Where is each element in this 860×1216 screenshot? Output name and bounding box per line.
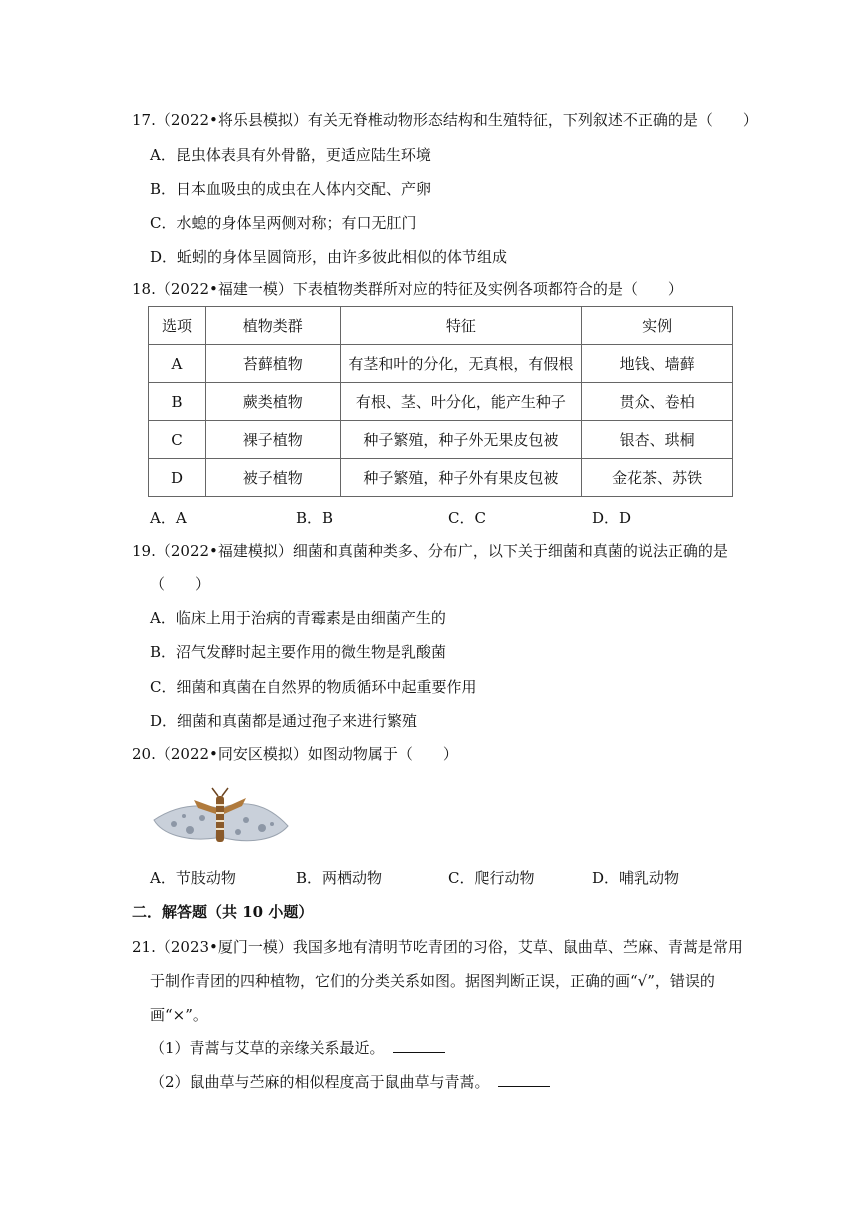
table-cell: 蕨类植物 (205, 383, 340, 421)
table-header-cell: 植物类群 (205, 307, 340, 345)
table-cell: 种子繁殖，种子外有果皮包被 (340, 459, 582, 497)
q20-stem: 20.（2022•同安区模拟）如图动物属于（ ） (132, 745, 458, 763)
table-cell: 有茎和叶的分化，无真根，有假根 (340, 345, 582, 383)
table-cell: 有根、茎、叶分化，能产生种子 (340, 383, 582, 421)
q21-stem-line3: 画“×”。 (150, 1006, 208, 1024)
q18-choice-a: A．A (150, 509, 187, 527)
table-row (149, 345, 733, 383)
table-cell: 被子植物 (205, 459, 340, 497)
q17-option-c: C．水螅的身体呈两侧对称；有口无肛门 (150, 214, 417, 232)
moth-body (216, 796, 224, 842)
answer-blank[interactable] (393, 1038, 445, 1053)
table-cell: 贯众、卷柏 (582, 383, 733, 421)
q18-choice-b: B．B (296, 509, 334, 527)
table-cell: 种子繁殖，种子外无果皮包被 (340, 421, 582, 459)
q19-option-a: A．临床上用于治病的青霉素是由细菌产生的 (150, 609, 446, 627)
q20-choice-a: A．节肢动物 (150, 869, 236, 887)
q17-option-b: B．日本血吸虫的成虫在人体内交配、产卵 (150, 180, 432, 198)
table-cell: C (149, 421, 206, 459)
table-cell: 苔藓植物 (205, 345, 340, 383)
table-cell: 地钱、墙藓 (582, 345, 733, 383)
q20-choice-b: B．两栖动物 (296, 869, 383, 887)
q19-stem-paren: （ ） (150, 575, 211, 593)
q17-stem: 17.（2022•将乐县模拟）有关无脊椎动物形态结构和生殖特征，下列叙述不正确的是（ ） (132, 111, 758, 129)
answer-blank[interactable] (498, 1072, 550, 1087)
table-cell: D (149, 459, 206, 497)
table-cell: 金花茶、苏铁 (582, 459, 733, 497)
table-header-cell: 特征 (340, 307, 582, 345)
table-cell: 银杏、珙桐 (582, 421, 733, 459)
q21-stem-line1: 21.（2023•厦门一模）我国多地有清明节吃青团的习俗，艾草、鼠曲草、苎麻、青蒿是常用 (132, 938, 743, 956)
q21-item-2-text: （2）鼠曲草与苎麻的相似程度高于鼠曲草与青蒿。 (150, 1073, 490, 1091)
moth-antennae (212, 788, 228, 796)
q20-choice-d: D．哺乳动物 (592, 869, 680, 887)
table-header-cell: 实例 (582, 307, 733, 345)
moth-image (150, 786, 290, 848)
q21-item-1-text: （1）青蒿与艾草的亲缘关系最近。 (150, 1039, 385, 1057)
q17-option-d: D．蚯蚓的身体呈圆筒形，由许多彼此相似的体节组成 (150, 248, 508, 266)
q21-stem-line2: 于制作青团的四种植物，它们的分类关系如图。据图判断正误，正确的画“√”，错误的 (150, 972, 715, 990)
q19-option-b: B．沼气发酵时起主要作用的微生物是乳酸菌 (150, 643, 447, 661)
q17-option-a: A．昆虫体表具有外骨骼，更适应陆生环境 (150, 146, 431, 164)
table-row (149, 383, 733, 421)
q19-option-d: D．细菌和真菌都是通过孢子来进行繁殖 (150, 712, 418, 730)
table-header-cell: 选项 (149, 307, 206, 345)
q21-item-2 (150, 1072, 550, 1092)
q18-stem: 18.（2022•福建一模）下表植物类群所对应的特征及实例各项都符合的是（ ） (132, 280, 683, 298)
table-cell: A (149, 345, 206, 383)
table-cell: B (149, 383, 206, 421)
q21-item-1 (150, 1038, 445, 1058)
q18-choice-c: C．C (448, 509, 486, 527)
q20-choice-c: C．爬行动物 (448, 869, 535, 887)
table-row (149, 459, 733, 497)
plant-table (148, 306, 733, 497)
q18-choice-d: D．D (592, 509, 632, 527)
q19-option-c: C．细菌和真菌在自然界的物质循环中起重要作用 (150, 678, 477, 696)
table-cell: 裸子植物 (205, 421, 340, 459)
q19-stem: 19.（2022•福建模拟）细菌和真菌种类多、分布广，以下关于细菌和真菌的说法正确的是 (132, 542, 728, 560)
section-title: 二．解答题（共 10 小题） (132, 903, 314, 921)
table-row (149, 421, 733, 459)
table-header-row (149, 307, 733, 345)
